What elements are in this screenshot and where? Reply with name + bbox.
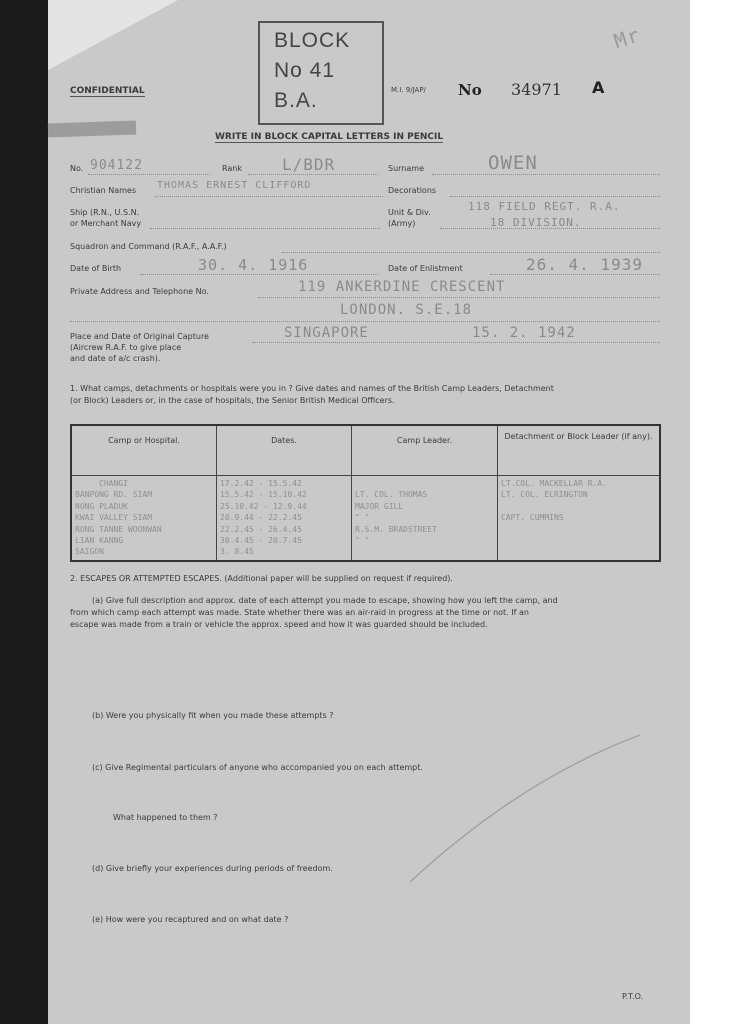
enlistment-value: 26. 4. 1939 — [526, 255, 643, 274]
no-value: 904122 — [90, 158, 143, 173]
camp-entry: RONG TANNE WOONWAN — [75, 524, 162, 534]
capture-label-1: Place and Date of Original Capture — [70, 332, 209, 341]
camp-entry: SAIGON — [75, 547, 104, 557]
header-detachment: Detachment or Block Leader (if any). — [498, 425, 661, 476]
serial-no-label: No — [458, 81, 482, 99]
unit-label-1: Unit & Div. — [388, 208, 431, 217]
leader-entry: MAJOR GILL — [355, 501, 404, 511]
camp-entry: LIAN KANNG — [75, 536, 124, 546]
date-entry: 17.2.42 - 15.5.42 — [220, 479, 302, 488]
serial-number: 34971 — [511, 80, 562, 99]
stamp-line-3: B.A. — [274, 89, 318, 112]
date-entry: 25.10.42 - 12.9.44 — [220, 501, 307, 511]
dob-label: Date of Birth — [70, 264, 122, 273]
stamp-line-1: BLOCK — [274, 29, 351, 52]
rank-value: L/BDR — [282, 155, 336, 174]
question-what-happened: What happened to them ? — [113, 813, 218, 822]
camp-entry: BANPONG RD. SIAM — [75, 490, 153, 500]
camp-entry: CHANGI — [99, 479, 128, 488]
leader-entry: " " — [355, 513, 370, 523]
unit-label-2: (Army) — [388, 219, 416, 228]
date-entry: 20.9.44 - 22.2.45 — [220, 513, 302, 523]
christian-names-label: Christian Names — [70, 186, 136, 195]
rank-label: Rank — [222, 164, 242, 173]
address-value-2: LONDON. S.E.18 — [340, 302, 473, 318]
header-dates: Dates. — [217, 425, 352, 476]
squadron-label: Squadron and Command (R.A.F., A.A.F.) — [70, 242, 227, 251]
detachment-entry: CAPT. CUMMINS — [501, 513, 564, 523]
question-2-heading: 2. ESCAPES OR ATTEMPTED ESCAPES. (Additional paper will be supplied on request if required). — [70, 574, 453, 583]
leader-entry: R.S.M. BRADSTREET — [355, 524, 437, 534]
address-value-1: 119 ANKERDINE CRESCENT — [298, 279, 506, 295]
date-entry: 3. 8.45 — [220, 547, 254, 557]
question-2a-line-3: escape was made from a train or vehicle the approx. speed and how it was guarded should be included. — [70, 620, 488, 629]
ship-label-1: Ship (R.N., U.S.N. — [70, 208, 140, 217]
capture-label-3: and date of a/c crash). — [70, 354, 161, 363]
decorations-label: Decorations — [388, 186, 437, 195]
no-label: No. — [70, 164, 84, 173]
header-camp-leader: Camp Leader. — [352, 425, 498, 476]
header-camp: Camp or Hospital. — [71, 425, 217, 476]
capture-date: 15. 2. 1942 — [472, 325, 576, 341]
date-entry: 22.2.45 - 26.4.45 — [220, 524, 302, 534]
christian-names-value: THOMAS ERNEST CLIFFORD — [157, 180, 312, 191]
question-2a-line-2: from which camp each attempt was made. State whether there was an air-raid in progress at the time or not. If an — [70, 608, 529, 617]
enlistment-label: Date of Enlistment — [388, 264, 463, 273]
address-label: Private Address and Telephone No. — [70, 287, 209, 296]
question-2b: (b) Were you physically fit when you made these attempts ? — [92, 711, 334, 720]
pto-label: P.T.O. — [622, 992, 644, 1001]
capture-label-2: (Aircrew R.A.F. to give place — [70, 343, 182, 352]
camp-entry: NONG PLADUK — [75, 501, 128, 511]
unit-value-2: 18 DIVISION. — [490, 216, 582, 229]
camp-entry: KWAI VALLEY SIAM — [75, 513, 153, 523]
surname-label: Surname — [388, 164, 424, 173]
classification-label: CONFIDENTIAL — [70, 86, 145, 96]
leader-entry: LT. COL. THOMAS — [355, 490, 428, 500]
leader-entry: " " — [355, 536, 370, 546]
question-2d: (d) Give briefly your experiences during periods of freedom. — [92, 864, 333, 873]
ref-code: M.I. 9/JAP/ — [391, 86, 426, 94]
surname-value: OWEN — [488, 152, 538, 174]
corner-initials: Mr — [610, 22, 644, 54]
serial-suffix: A — [592, 78, 605, 97]
question-1-line-2: (or Block) Leaders or, in the case of hospitals, the Senior British Medical Officers. — [70, 396, 395, 405]
unit-value-1: 118 FIELD REGT. R.A. — [468, 200, 621, 213]
ship-label-2: or Merchant Navy — [70, 219, 142, 228]
question-2c: (c) Give Regimental particulars of anyone who accompanied you on each attempt. — [92, 763, 423, 772]
date-entry: 15.5.42 - 15.10.42 — [220, 490, 307, 500]
question-2a-line-1: (a) Give full description and approx. date of each attempt you made to escape, showing how you left the camp, and — [92, 596, 558, 605]
date-entry: 30.4.45 - 20.7.45 — [220, 536, 302, 546]
capture-place: SINGAPORE — [284, 325, 369, 341]
detachment-entry: LT.COL. MACKELLAR R.A. — [501, 479, 607, 488]
question-1-line-1: 1. What camps, detachments or hospitals were you in ? Give dates and names of the British Camp Leaders, Detachment — [70, 384, 554, 393]
question-2e: (e) How were you recaptured and on what date ? — [92, 915, 289, 924]
instruction-heading: WRITE IN BLOCK CAPITAL LETTERS IN PENCIL — [215, 132, 444, 142]
dob-value: 30. 4. 1916 — [198, 256, 309, 274]
detachment-entry: LT. COL. ELRINGTON — [501, 490, 588, 500]
stamp-line-2: No 41 — [274, 59, 336, 82]
